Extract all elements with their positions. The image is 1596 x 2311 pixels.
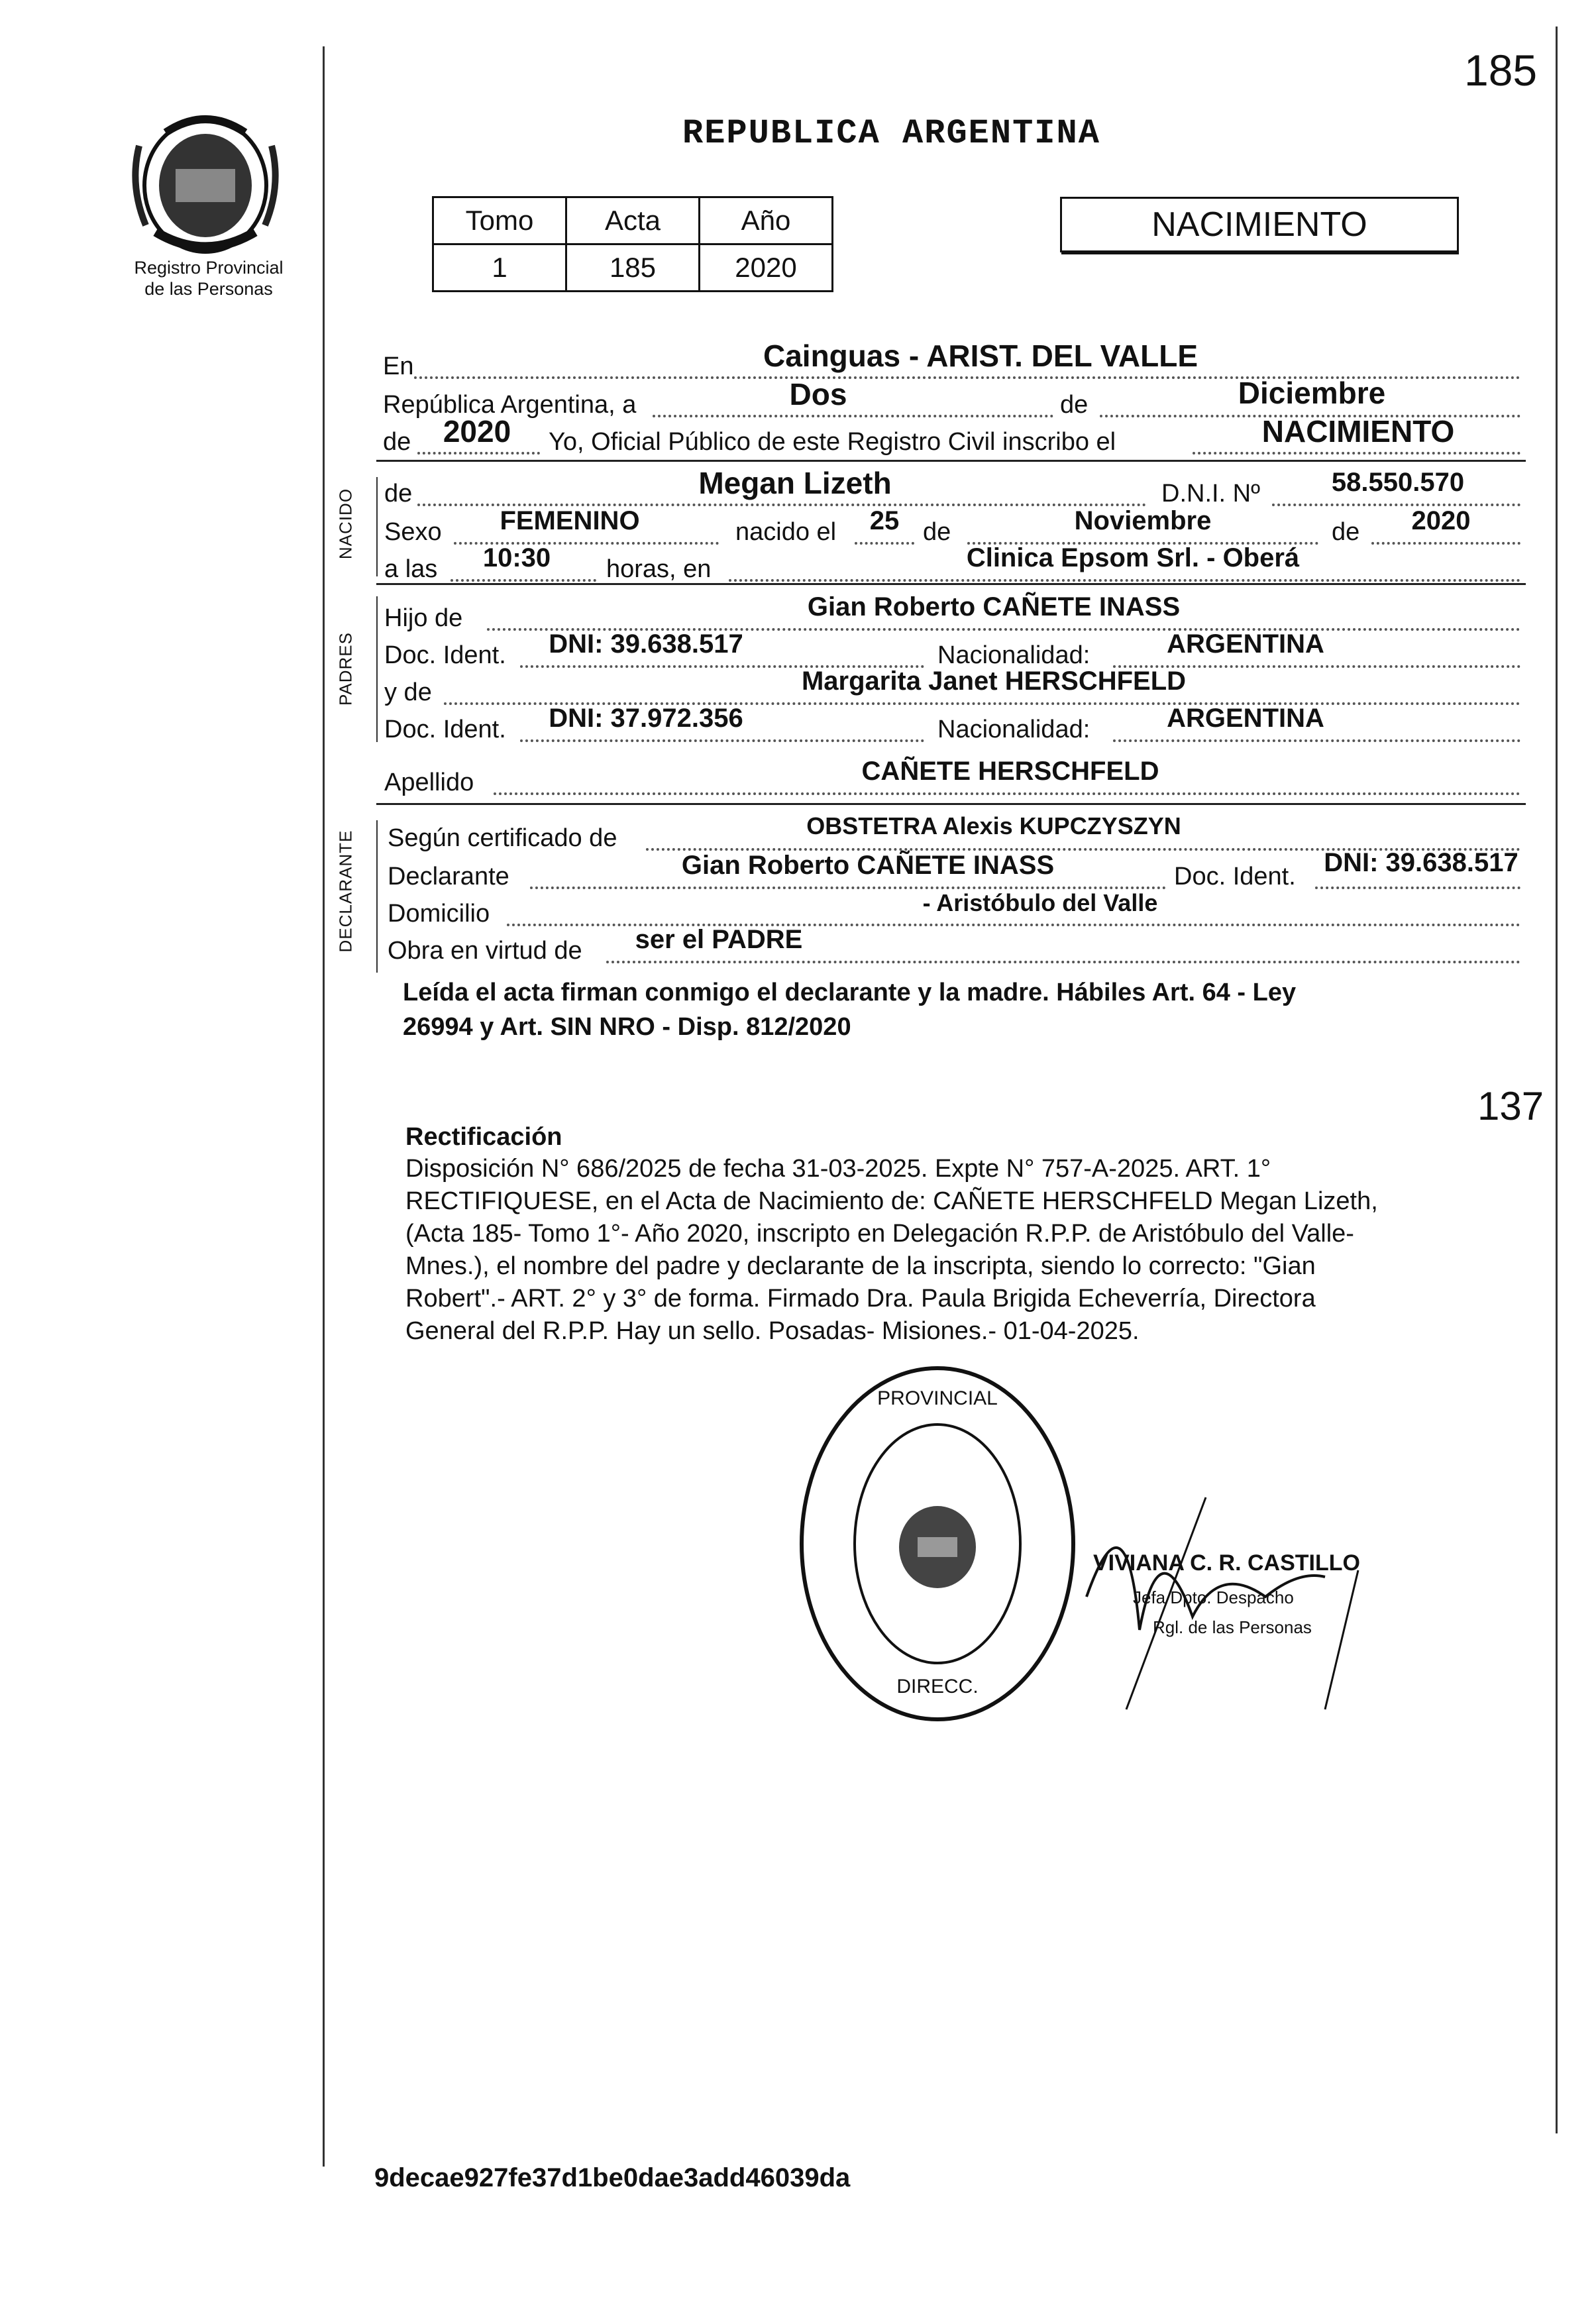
table-header-tomo: Tomo [433,197,566,244]
section-rule-2 [376,583,1526,585]
signature-role: Jefa Dpto. Despacho [1133,1587,1294,1607]
rectificacion-line: General del R.P.P. Hay un sello. Posadas- Misiones.- 01-04-2025. [405,1317,1140,1345]
birth-de-label: de [923,518,951,546]
place-value: Clinica Epsom Srl. - Oberá [966,543,1300,572]
year-value: 2020 [443,414,511,449]
birth-month-value: Noviembre [1074,506,1212,535]
rectificacion-line: Robert".- ART. 2° y 3° de forma. Firmado Dra. Paula Brigida Echeverría, Directora [405,1285,1316,1313]
table-value-acta: 185 [566,244,700,292]
obra-dots [606,961,1520,963]
table-header-acta: Acta [566,197,700,244]
declarante-section-label: DECLARANTE [335,830,356,953]
table-value-ano: 2020 [700,244,833,292]
rectificacion-line: (Acta 185- Tomo 1°- Año 2020, inscripto en Delegación R.P.P. de Aristóbulo del Valle- [405,1220,1354,1248]
rectificacion-line: Mnes.), el nombre del padre y declarante de la inscripta, siendo lo correcto: "Gian [405,1252,1316,1280]
rectificacion-number: 137 [1477,1084,1544,1128]
segun-value: OBSTETRA Alexis KUPCZYSZYN [806,812,1181,839]
section-rule-1 [376,460,1526,462]
closing-note [403,975,1529,1044]
inscribo-text: Yo, Oficial Público de este Registro Civil inscribo el [549,428,1116,456]
official-seal [792,1358,1083,1729]
declarante-doc-value: DNI: 39.638.517 [1324,848,1518,877]
nacido-rule [376,477,378,576]
sexo-label: Sexo [384,518,442,546]
declarante-value: Gian Roberto CAÑETE INASS [681,851,1055,880]
registry-caption [99,257,318,299]
obra-value: ser el PADRE [635,925,803,954]
name-value: Megan Lizeth [698,466,892,500]
mother-doc-label: Doc. Ident. [384,716,506,743]
act-type-box: NACIMIENTO [1060,197,1459,252]
republica-label: República Argentina, a [383,391,637,419]
tomo-acta-ano-table [432,196,833,292]
year-dots [417,452,540,455]
closing-line1: Leída el acta firman conmigo el declarante y la madre. Hábiles Art. 64 - Ley [403,979,1297,1006]
padres-section-label: PADRES [335,632,356,706]
mother-value: Margarita Janet HERSCHFELD [801,667,1187,696]
apellido-dots [494,792,1520,795]
act-type-underline [1061,252,1459,254]
obra-label: Obra en virtud de [388,937,582,965]
domicilio-value: - Aristóbulo del Valle [922,889,1158,916]
birth-day-dots [855,542,914,545]
place-dots [729,579,1520,582]
sexo-value: FEMENINO [500,506,640,535]
father-doc-label: Doc. Ident. [384,641,506,669]
month-value: Diciembre [1238,376,1386,410]
nacido-el-label: nacido el [735,518,837,546]
horas-en-label: horas, en [606,555,712,583]
father-nat-label: Nacionalidad: [937,641,1091,669]
apellido-label: Apellido [384,769,474,796]
father-nat-value: ARGENTINA [1167,629,1324,659]
registry-caption-line1: Registro Provincial [134,258,284,278]
dni-value: 58.550.570 [1331,468,1465,497]
inscribo-dots [1193,452,1520,455]
rectificacion-title: Rectificación [405,1123,562,1151]
apellido-value: CAÑETE HERSCHFELD [861,757,1159,786]
a-las-label: a las [384,555,438,583]
day-value: Dos [789,377,847,411]
right-margin-line [1556,27,1558,2133]
signature-org: Rgl. de las Personas [1153,1617,1312,1637]
declarante-label: Declarante [388,863,509,890]
birth-year-dots [1371,542,1520,545]
birth-de2-label: de [1332,518,1360,546]
declarante-doc-label: Doc. Ident. [1174,863,1296,890]
declarante-doc-dots [1315,887,1520,889]
father-value: Gian Roberto CAÑETE INASS [807,592,1181,621]
footer-hash: 9decae927fe37d1be0dae3add46039da [374,2163,851,2192]
en-value: Cainguas - ARIST. DEL VALLE [763,339,1198,373]
birth-day-value: 25 [869,506,900,535]
left-margin-line [323,46,325,2167]
signature-name: VIVIANA C. R. CASTILLO [1093,1550,1360,1576]
mother-nat-label: Nacionalidad: [937,716,1091,743]
mother-doc-dots [520,739,924,742]
en-label: En [383,352,414,380]
year-prefix-label: de [383,428,411,456]
rectificacion-body [405,1153,1545,1348]
page-number: 185 [1464,46,1538,95]
nacido-section-label: NACIDO [335,488,356,560]
table-value-tomo: 1 [433,244,566,292]
time-dots [451,579,596,582]
segun-label: Según certificado de [388,824,617,852]
section-rule-3 [376,803,1526,805]
y-de-label: y de [384,678,432,706]
svg-text:PROVINCIAL: PROVINCIAL [877,1387,998,1409]
mother-nat-value: ARGENTINA [1167,704,1324,733]
svg-text:DIRECC.: DIRECC. [896,1676,979,1697]
rectificacion-line: RECTIFIQUESE, en el Acta de Nacimiento de: CAÑETE HERSCHFELD Megan Lizeth, [405,1187,1378,1215]
registry-caption-line2: de las Personas [144,279,273,299]
country-title: REPUBLICA ARGENTINA [682,114,1100,153]
declarante-rule [376,820,378,973]
hijo-label: Hijo de [384,604,463,632]
table-header-ano: Año [700,197,833,244]
rectificacion-line: Disposición N° 686/2025 de fecha 31-03-2025. Expte N° 757-A-2025. ART. 1° [405,1155,1271,1183]
provincia-misiones-emblem [126,106,285,258]
de-label: de [1060,391,1089,419]
padres-rule [376,596,378,742]
nacido-de-label: de [384,480,413,508]
birth-year-value: 2020 [1411,506,1471,535]
closing-line2: 26994 y Art. SIN NRO - Disp. 812/2020 [403,1013,851,1041]
inscribo-value: NACIMIENTO [1261,414,1455,449]
dni-label: D.N.I. Nº [1161,480,1260,508]
father-doc-value: DNI: 39.638.517 [549,629,743,659]
mother-doc-value: DNI: 37.972.356 [549,704,743,733]
day-dots [653,415,1053,417]
time-value: 10:30 [482,543,551,572]
domicilio-label: Domicilio [388,900,490,928]
signature [1047,1444,1418,1729]
mother-nat-dots [1113,739,1520,742]
